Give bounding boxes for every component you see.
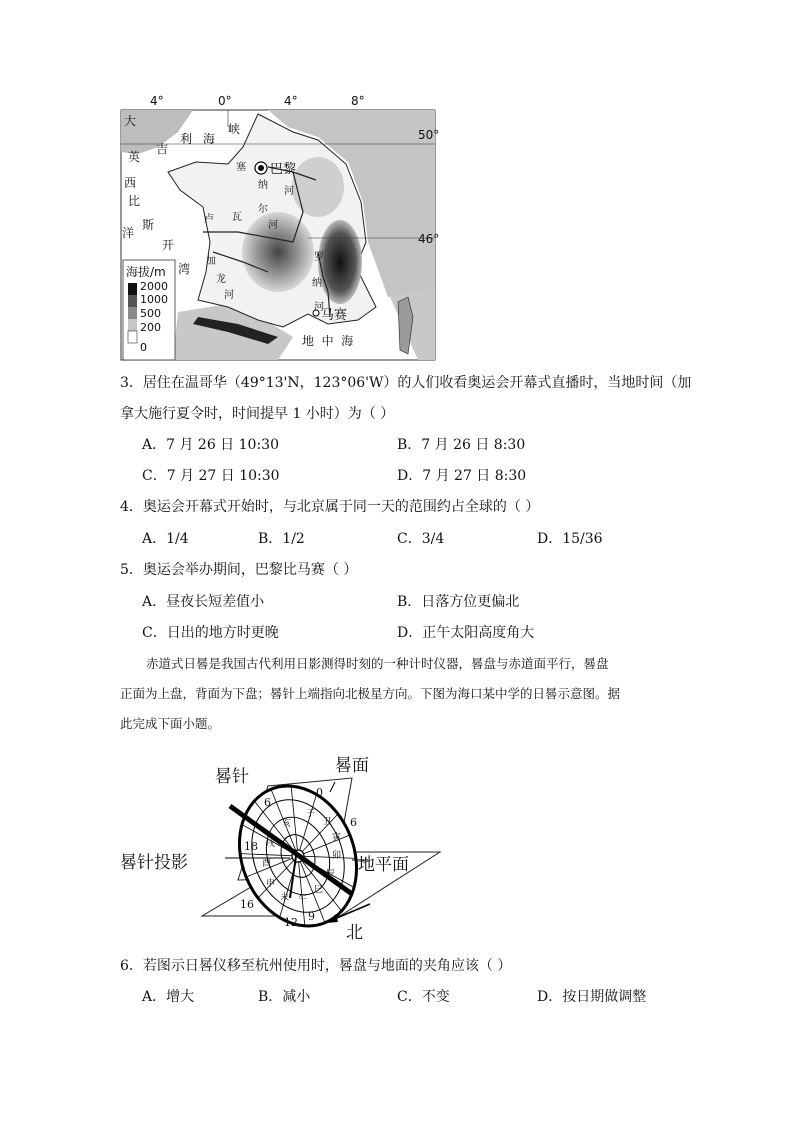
q3-option-c[interactable]: C．7 月 27 日 10:30 (142, 468, 280, 484)
map-label: 海 (203, 132, 216, 146)
ground-label: 地平面 (358, 855, 409, 875)
question-6-stem: 6．若图示日晷仪移至杭州使用时，晷盘与地面的夹角应该（ ） (120, 958, 512, 974)
q4-option-b[interactable]: B．1/2 (258, 531, 305, 547)
legend-level: 2000 (140, 280, 168, 293)
dial-char: 辰 (326, 869, 336, 879)
map-label: 开 (162, 238, 175, 252)
marseille-label: 马赛 (321, 308, 348, 323)
dial-char: 子 (306, 809, 316, 819)
q6-option-c[interactable]: C．不变 (397, 989, 450, 1005)
france-map (118, 92, 448, 364)
dial-tick: 6 (264, 796, 271, 809)
dial-tick: 18 (244, 840, 258, 853)
lon-label: 4° (284, 94, 298, 108)
q5-option-b[interactable]: B．日落方位更偏北 (397, 594, 520, 610)
gnomon-label: 晷针 (215, 767, 249, 787)
map-label: 大 (124, 114, 137, 128)
map-label: 纳 (312, 278, 322, 289)
dial-char: 未 (280, 893, 290, 903)
dial-char: 寅 (332, 833, 342, 843)
map-label: 洋 (122, 226, 135, 240)
map-label: 加 (206, 256, 216, 267)
map-label: 湾 (178, 262, 191, 276)
q4-option-a[interactable]: A．1/4 (142, 531, 189, 547)
map-label: 河 (314, 302, 324, 313)
sundial-graphic (120, 748, 450, 943)
paris-label: 巴黎 (270, 162, 297, 177)
map-label: 龙 (216, 274, 226, 285)
q4-option-c[interactable]: C．3/4 (397, 531, 445, 547)
passage-line: 此完成下面小题。 (120, 716, 221, 731)
map-label: 河 (284, 186, 294, 197)
dial-char: 酉 (262, 859, 272, 869)
dial-char: 巳 (314, 885, 324, 895)
face-label: 晷面 (335, 756, 369, 776)
dial-char: 丑 (323, 817, 333, 827)
question-5-stem: 5．奥运会举办期间，巴黎比马赛（ ） (120, 562, 358, 578)
q5-option-c[interactable]: C．日出的地方时更晚 (142, 625, 279, 641)
sundial-diagram (120, 748, 450, 943)
map-label: 英 (128, 150, 141, 164)
q6-option-d[interactable]: D．按日期做调整 (537, 989, 647, 1005)
lon-label: 8° (351, 94, 365, 108)
map-label: 卢 (204, 214, 214, 225)
shadow-label: 晷针投影 (120, 853, 188, 873)
lat-label: 50° (418, 128, 440, 142)
legend-level: 200 (140, 321, 161, 334)
q4-option-d[interactable]: D．15/36 (537, 531, 603, 547)
legend-level: 500 (140, 307, 161, 320)
lon-label: 4° (150, 94, 164, 108)
question-3-stem: 3．居住在温哥华（49°13'N，123°06'W）的人们收看奥运会开幕式直播时，当地时间（加 (120, 375, 692, 391)
north-label: 北 (346, 923, 363, 943)
map-label: 纳 (258, 180, 268, 191)
lon-label: 0° (218, 94, 232, 108)
dial-tick: 9 (308, 910, 315, 923)
legend-level: 1000 (140, 293, 168, 306)
map-label: 尔 (258, 204, 268, 215)
map-label: 斯 (142, 218, 155, 232)
dial-tick: 6 (350, 816, 357, 829)
q5-option-a[interactable]: A．昼夜长短差值小 (142, 594, 265, 610)
map-label: 河 (268, 220, 278, 231)
passage-line: 正面为上盘，背面为下盘；晷针上端指向北极星方向。下图为海口某中学的日晷示意图。据 (120, 686, 621, 701)
map-label: 吉 (156, 142, 169, 156)
map-label: 地 中 海 (302, 334, 354, 348)
dial-char: 亥 (282, 819, 292, 829)
map-label: 塞 (236, 162, 246, 173)
dial-char: 申 (266, 879, 276, 889)
q3-option-a[interactable]: A．7 月 26 日 10:30 (142, 437, 279, 453)
dial-tick: 0 (316, 786, 323, 799)
q6-option-b[interactable]: B．减小 (258, 989, 311, 1005)
map-label: 比 (128, 194, 141, 208)
dial-char: 戌 (266, 839, 276, 849)
legend-title: 海拔/m (126, 265, 166, 279)
q5-option-d[interactable]: D．正午太阳高度角大 (397, 625, 535, 641)
legend-level: 0 (140, 341, 147, 354)
map-label: 利 (180, 132, 193, 146)
lat-label: 46° (418, 232, 440, 246)
dial-tick: 12 (284, 916, 298, 929)
passage-line: 赤道式日晷是我国古代利用日影测得时刻的一种计时仪器，晷盘与赤道面平行，晷盘 (146, 656, 609, 671)
map-label: 西 (124, 176, 137, 190)
map-label: 罗 (314, 252, 324, 263)
dial-tick: 16 (240, 898, 254, 911)
map-label: 瓦 (232, 212, 242, 223)
dial-char: 午 (298, 895, 308, 905)
q6-option-a[interactable]: A．增大 (142, 989, 195, 1005)
dial-char: 卯 (332, 851, 342, 861)
map-label: 河 (224, 290, 234, 301)
map-label: 峡 (228, 122, 241, 136)
q3-option-b[interactable]: B．7 月 26 日 8:30 (397, 437, 526, 453)
map-graphic (118, 92, 448, 364)
question-3-stem-cont: 拿大施行夏令时，时间提早 1 小时）为（ ） (120, 406, 395, 422)
question-4-stem: 4．奥运会开幕式开始时，与北京属于同一天的范围约占全球的（ ） (120, 499, 540, 515)
q3-option-d[interactable]: D．7 月 27 日 8:30 (397, 468, 527, 484)
